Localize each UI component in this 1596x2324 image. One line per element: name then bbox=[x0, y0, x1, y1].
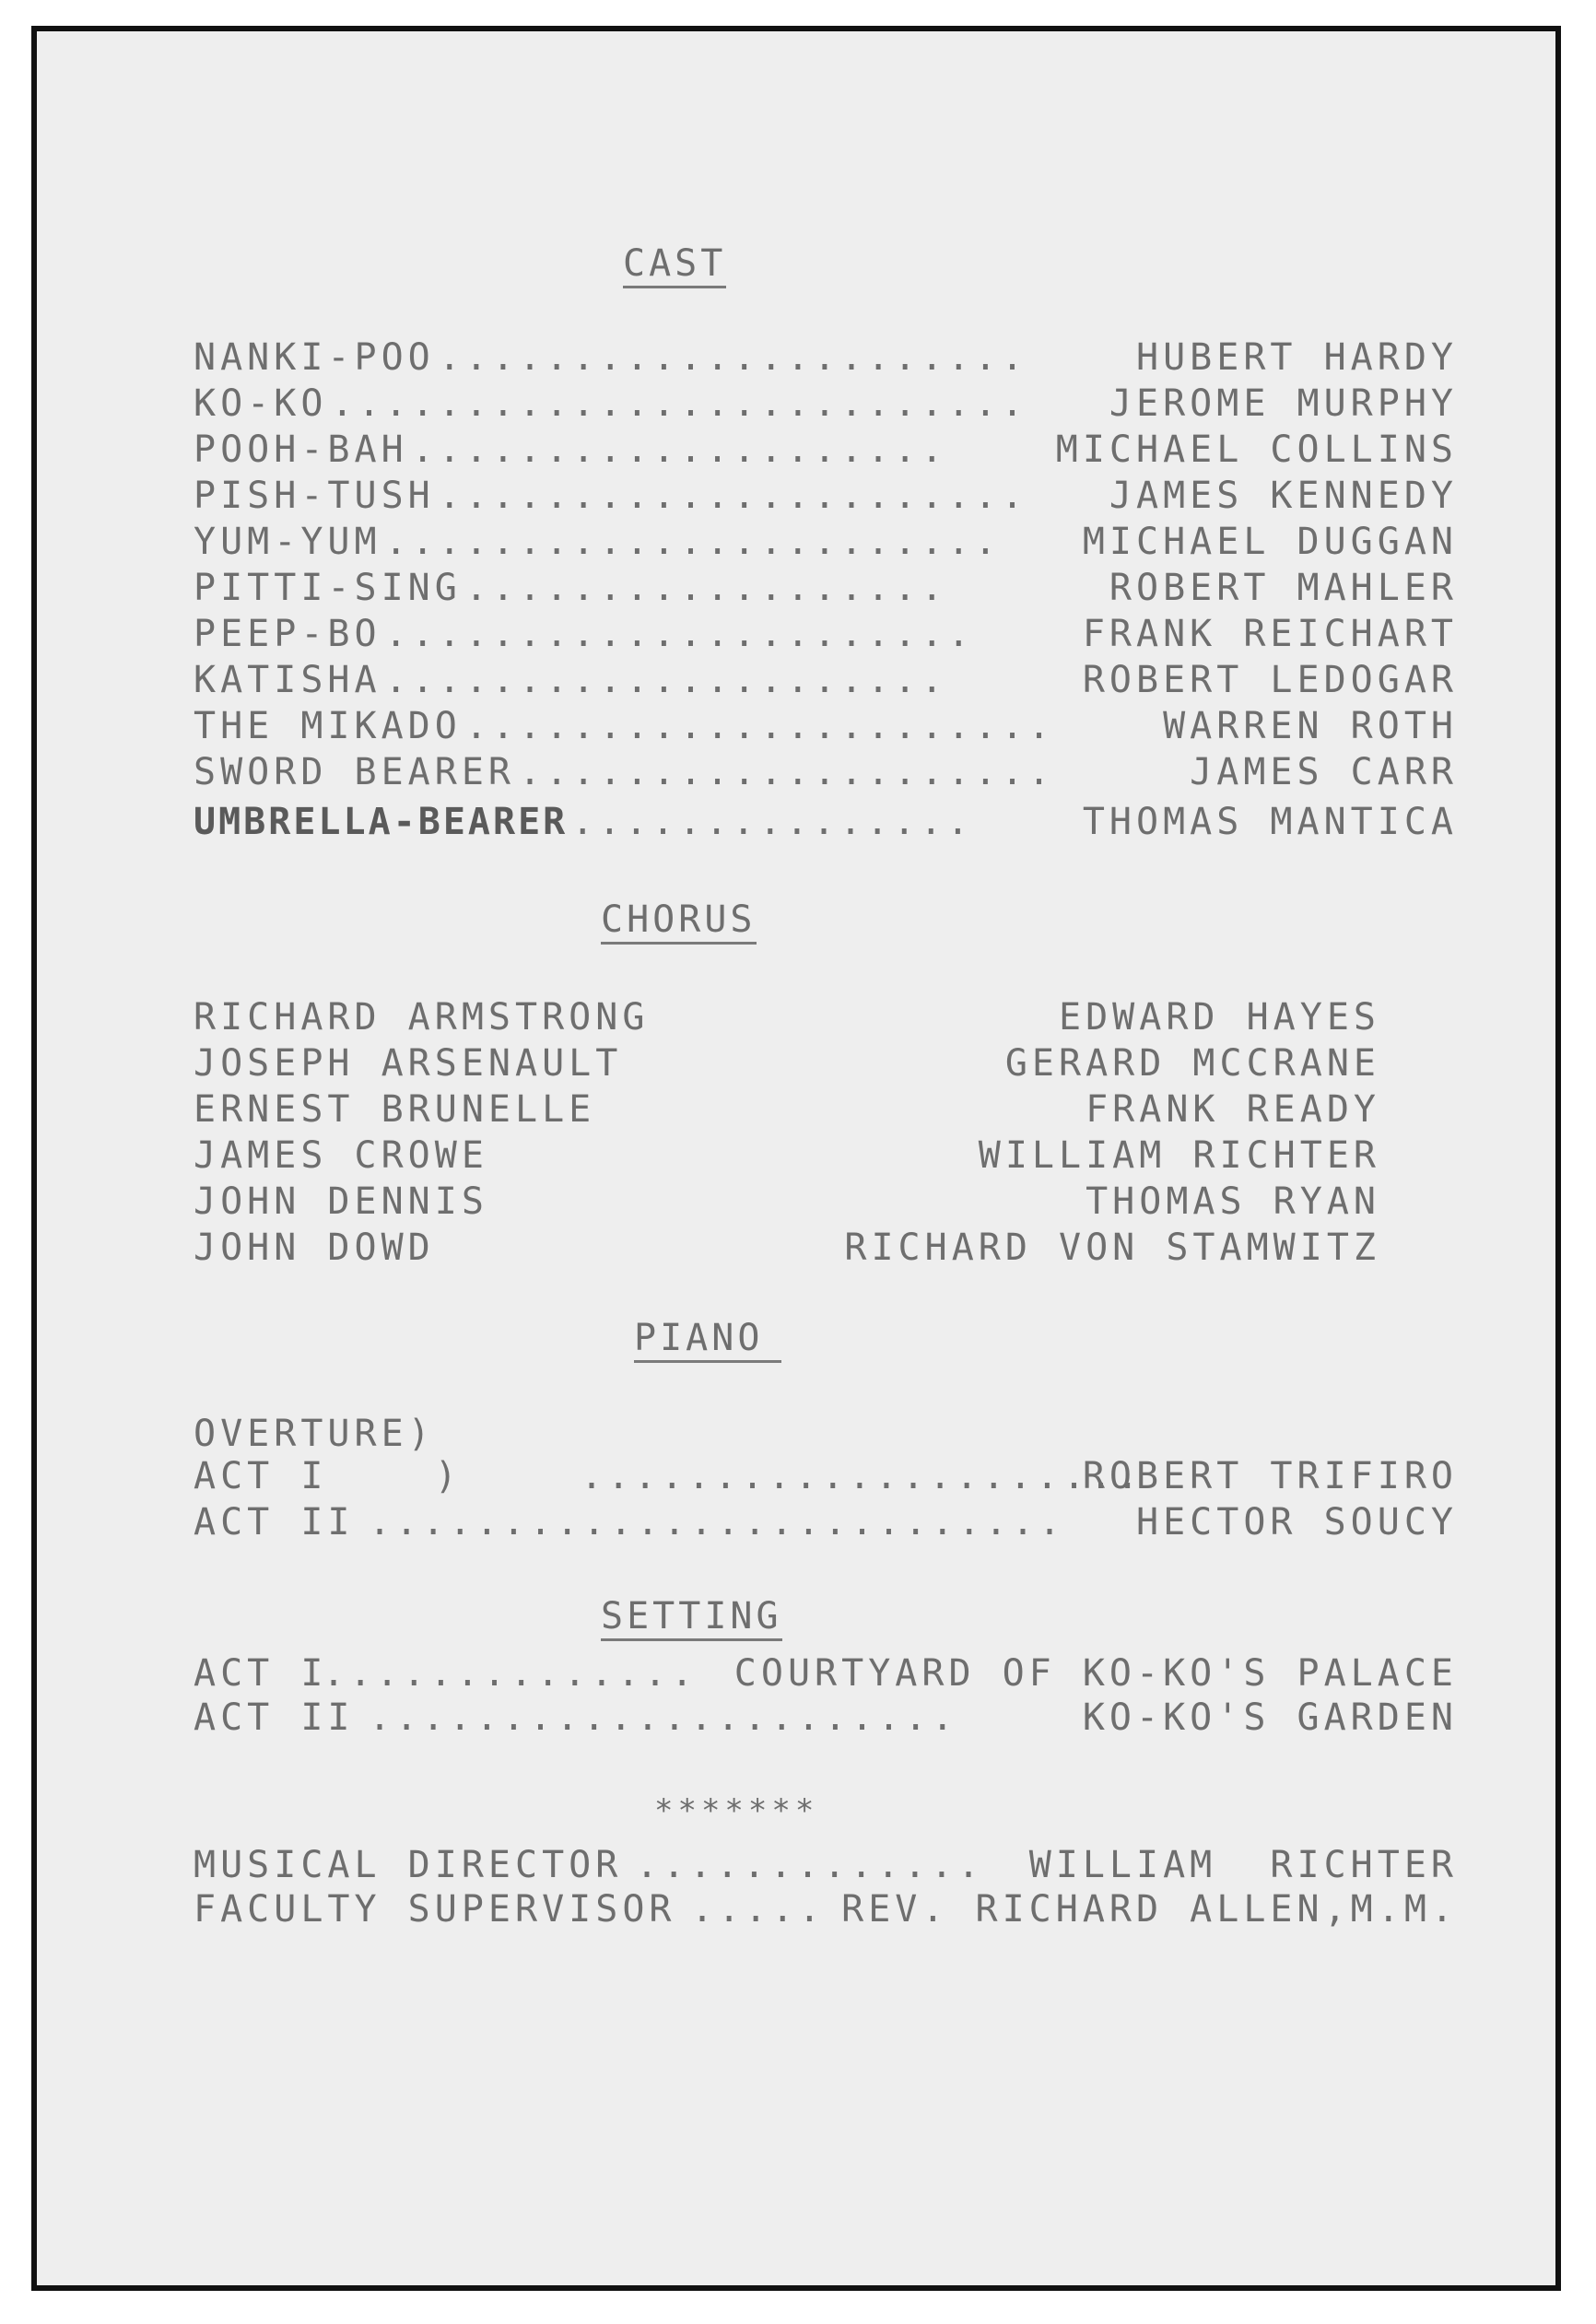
cast-heading: CAST bbox=[623, 245, 726, 288]
leader-dots: ...................... bbox=[369, 1696, 958, 1739]
leader-dots: .............. bbox=[323, 1652, 698, 1695]
asterisk-divider: ******* bbox=[654, 1792, 819, 1829]
chorus-member: THOMAS RYAN bbox=[1086, 1180, 1380, 1223]
cast-actor: FRANK REICHART bbox=[1082, 613, 1458, 655]
faculty-supervisor-label: FACULTY SUPERVISOR bbox=[194, 1888, 676, 1931]
leader-dots: .................. bbox=[464, 567, 948, 609]
setting-heading: SETTING bbox=[601, 1598, 782, 1641]
chorus-member: JOSEPH ARSENAULT bbox=[194, 1042, 623, 1085]
cast-row bbox=[194, 569, 1458, 610]
cast-actor: ROBERT LEDOGAR bbox=[1082, 659, 1458, 701]
cast-row bbox=[194, 613, 1458, 656]
cast-role: UMBRELLA-BEARER bbox=[194, 801, 569, 843]
cast-role: THE MIKADO bbox=[194, 705, 462, 747]
cast-actor: HUBERT HARDY bbox=[1136, 336, 1458, 379]
cast-role: PISH-TUSH bbox=[194, 475, 435, 517]
cast-role: POOH-BAH bbox=[194, 428, 408, 471]
leader-dots: ..... bbox=[691, 1888, 826, 1931]
cast-actor: WARREN ROTH bbox=[1163, 705, 1458, 747]
cast-actor: JAMES KENNEDY bbox=[1109, 475, 1458, 517]
faculty-supervisor-row bbox=[194, 1888, 1458, 1931]
chorus-member: JAMES CROWE bbox=[194, 1134, 488, 1177]
piano-act1-row bbox=[194, 1455, 1458, 1498]
cast-actor: JAMES CARR bbox=[1190, 751, 1458, 793]
chorus-member: RICHARD VON STAMWITZ bbox=[844, 1227, 1380, 1269]
leader-dots: ............... bbox=[571, 801, 974, 843]
cast-row bbox=[194, 705, 1458, 748]
leader-dots: ...................... bbox=[384, 613, 975, 655]
cast-role: YUM-YUM bbox=[194, 521, 381, 563]
musical-director-row bbox=[194, 1844, 1458, 1887]
setting-act2-label: ACT II bbox=[194, 1696, 355, 1739]
chorus-member: JOHN DOWD bbox=[194, 1227, 435, 1269]
cast-row bbox=[194, 477, 1458, 518]
program-sheet bbox=[31, 26, 1561, 2291]
chorus-member: RICHARD ARMSTRONG bbox=[194, 996, 650, 1039]
leader-dots: ...................... bbox=[438, 336, 1028, 379]
cast-row bbox=[194, 801, 1458, 844]
setting-act2-place: KO-KO'S GARDEN bbox=[1082, 1696, 1458, 1739]
cast-role: NANKI-POO bbox=[194, 336, 435, 379]
chorus-member: EDWARD HAYES bbox=[1059, 996, 1380, 1039]
piano-act1-pianist: ROBERT TRIFIRO bbox=[1082, 1455, 1458, 1497]
cast-actor: THOMAS MANTICA bbox=[1082, 801, 1458, 843]
cast-actor: MICHAEL DUGGAN bbox=[1082, 521, 1458, 563]
chorus-heading: CHORUS bbox=[601, 901, 757, 945]
cast-role: KATISHA bbox=[194, 659, 381, 701]
cast-actor: MICHAEL COLLINS bbox=[1055, 428, 1458, 471]
leader-dots: .................... bbox=[518, 751, 1055, 793]
cast-role: PITTI-SING bbox=[194, 567, 462, 609]
musical-director-name: WILLIAM RICHTER bbox=[1028, 1844, 1458, 1886]
piano-act2-label: ACT II bbox=[194, 1501, 355, 1543]
piano-act2-pianist: HECTOR SOUCY bbox=[1136, 1501, 1458, 1543]
leader-dots: ...................... bbox=[464, 705, 1055, 747]
chorus-member: FRANK READY bbox=[1086, 1088, 1380, 1131]
setting-act1-place: COURTYARD OF KO-KO'S PALACE bbox=[733, 1652, 1458, 1695]
cast-row bbox=[194, 382, 1458, 426]
leader-dots: .......................... bbox=[331, 382, 1028, 425]
cast-role: KO-KO bbox=[194, 382, 328, 425]
leader-dots: ............. bbox=[636, 1844, 985, 1886]
chorus-member: ERNEST BRUNELLE bbox=[194, 1088, 596, 1131]
leader-dots: ...................... bbox=[438, 475, 1028, 517]
piano-heading: PIANO bbox=[634, 1320, 781, 1363]
cast-role: SWORD BEARER bbox=[194, 751, 515, 793]
cast-actor: ROBERT MAHLER bbox=[1109, 567, 1458, 609]
piano-act1-label: ACT I ) bbox=[194, 1455, 462, 1497]
cast-row bbox=[194, 428, 1458, 472]
setting-act2-row bbox=[194, 1696, 1458, 1740]
cast-row bbox=[194, 523, 1458, 564]
leader-dots: ..................... bbox=[581, 1455, 1144, 1497]
setting-act1-label: ACT I bbox=[194, 1652, 328, 1695]
cast-row bbox=[194, 336, 1458, 380]
setting-act1-row bbox=[194, 1652, 1458, 1696]
leader-dots: ..................... bbox=[384, 659, 948, 701]
chorus-member: WILLIAM RICHTER bbox=[978, 1134, 1380, 1177]
cast-row bbox=[194, 751, 1458, 794]
leader-dots: ....................... bbox=[384, 521, 1002, 563]
cast-row bbox=[194, 659, 1458, 702]
cast-role: PEEP-BO bbox=[194, 613, 381, 655]
chorus-member: JOHN DENNIS bbox=[194, 1180, 488, 1223]
piano-act2-row bbox=[194, 1501, 1458, 1544]
piano-overture-label: OVERTURE) bbox=[194, 1413, 435, 1455]
musical-director-label: MUSICAL DIRECTOR bbox=[194, 1844, 623, 1886]
leader-dots: .................... bbox=[411, 428, 948, 471]
leader-dots: .......................... bbox=[369, 1501, 1066, 1543]
chorus-member: GERARD MCCRANE bbox=[1004, 1042, 1380, 1085]
faculty-supervisor-name: REV. RICHARD ALLEN,M.M. bbox=[841, 1888, 1458, 1931]
cast-actor: JEROME MURPHY bbox=[1109, 382, 1458, 425]
